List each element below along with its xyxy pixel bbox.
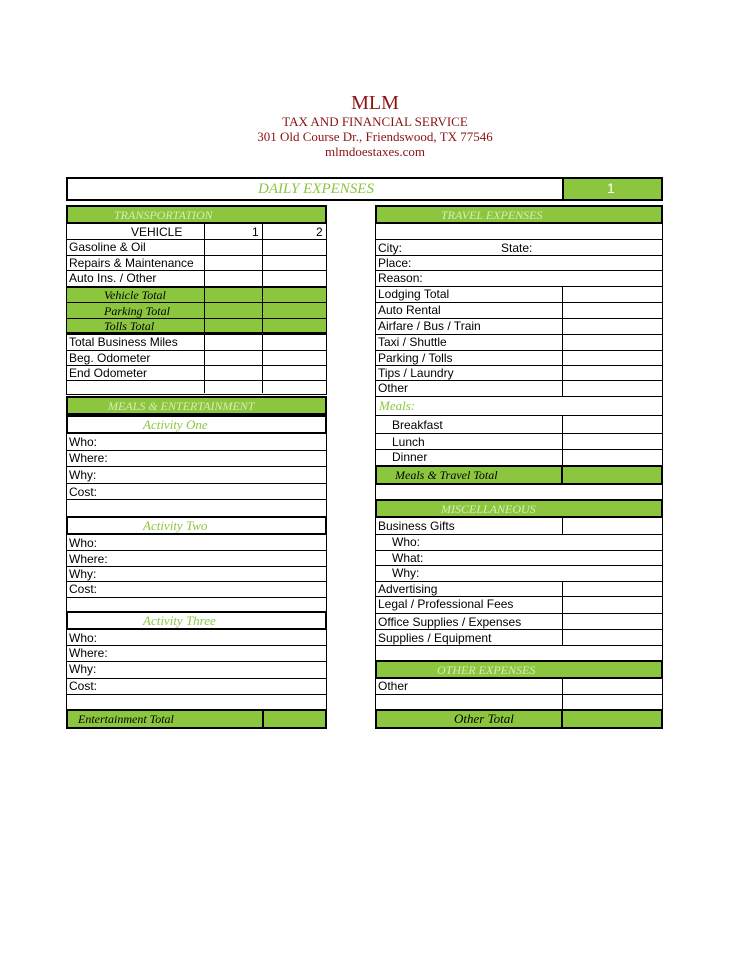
business-miles-label: Total Business Miles bbox=[69, 335, 178, 349]
meals-travel-total-bar bbox=[375, 465, 663, 485]
meals-travel-total-label: Meals & Travel Total bbox=[395, 468, 498, 482]
vehicle-label: VEHICLE bbox=[131, 225, 183, 239]
travel-header bbox=[375, 205, 663, 224]
company-website: mlmdoestaxes.com bbox=[324, 144, 425, 159]
page-number-box bbox=[562, 179, 661, 199]
activity-one-title: Activity One bbox=[143, 417, 208, 432]
act2-why: Why: bbox=[69, 567, 97, 581]
activity-two-title: Activity Two bbox=[143, 518, 208, 533]
end-odometer-label: End Odometer bbox=[69, 366, 148, 380]
travel-title: TRAVEL EXPENSES bbox=[441, 208, 543, 222]
vehicle-col-2: 2 bbox=[316, 225, 323, 239]
transportation-header bbox=[66, 205, 327, 224]
gasoline-label: Gasoline & Oil bbox=[69, 240, 146, 254]
reason-label: Reason: bbox=[378, 271, 423, 285]
business-gifts-label: Business Gifts bbox=[378, 519, 455, 533]
other-total-bar bbox=[375, 709, 663, 729]
act2-cost: Cost: bbox=[69, 582, 98, 596]
page-number: 1 bbox=[607, 180, 615, 196]
company-name: MLM bbox=[351, 92, 399, 114]
beg-odometer-label: Beg. Odometer bbox=[69, 351, 151, 365]
act3-who: Who: bbox=[69, 631, 98, 645]
travel-item-lodging: Lodging Total bbox=[378, 287, 450, 301]
act2-where: Where: bbox=[69, 552, 108, 566]
act3-why: Why: bbox=[69, 662, 97, 676]
company-subtitle: TAX AND FINANCIAL SERVICE bbox=[282, 114, 468, 129]
act1-cost: Cost: bbox=[69, 485, 98, 499]
other-expenses-header bbox=[375, 660, 663, 679]
activity-two-box bbox=[66, 516, 327, 535]
other-label: Other bbox=[378, 679, 409, 693]
place-label: Place: bbox=[378, 256, 412, 270]
activity-three-box bbox=[66, 611, 327, 630]
misc-advertising: Advertising bbox=[378, 582, 438, 596]
meals-ent-header bbox=[66, 396, 327, 415]
company-address: 301 Old Course Dr., Friendswood, TX 77546 bbox=[257, 129, 493, 144]
misc-who-label: Who: bbox=[392, 535, 421, 549]
vehicle-total-label: Vehicle Total bbox=[104, 288, 166, 302]
other-total-label: Other Total bbox=[454, 711, 514, 726]
parking-total-label: Parking Total bbox=[104, 304, 170, 318]
letterhead bbox=[0, 92, 750, 159]
meal-dinner: Dinner bbox=[392, 450, 428, 464]
act3-where: Where: bbox=[69, 646, 108, 660]
travel-grid bbox=[375, 224, 663, 729]
travel-item-tips: Tips / Laundry bbox=[378, 366, 454, 380]
meals-label: Meals: bbox=[379, 398, 416, 413]
misc-what-label: What: bbox=[392, 551, 424, 565]
meals-ent-grid bbox=[66, 415, 327, 729]
misc-why-label: Why: bbox=[392, 566, 420, 580]
misc-header bbox=[375, 499, 663, 518]
travel-item-parking: Parking / Tolls bbox=[378, 351, 453, 365]
act1-why: Why: bbox=[69, 468, 97, 482]
meal-lunch: Lunch bbox=[392, 435, 425, 449]
activity-one-box bbox=[66, 415, 327, 434]
vehicle-col-1: 1 bbox=[252, 225, 259, 239]
misc-supplies-equipment: Supplies / Equipment bbox=[378, 631, 492, 645]
act1-who: Who: bbox=[69, 435, 98, 449]
daily-expenses-title: DAILY EXPENSES bbox=[258, 181, 374, 197]
meals-ent-title: MEALS & ENTERTAINMENT bbox=[108, 399, 255, 413]
misc-title: MISCELLANEOUS bbox=[441, 502, 536, 516]
entertainment-total-label: Entertainment Total bbox=[78, 712, 174, 726]
tolls-total-label: Tolls Total bbox=[104, 319, 155, 333]
transport-totals-block bbox=[67, 286, 326, 334]
activity-three-title: Activity Three bbox=[143, 613, 216, 628]
other-expenses-title: OTHER EXPENSES bbox=[437, 663, 536, 677]
entertainment-total-bar bbox=[66, 709, 327, 729]
act3-cost: Cost: bbox=[69, 679, 98, 693]
travel-item-auto-rental: Auto Rental bbox=[378, 303, 441, 317]
meal-breakfast: Breakfast bbox=[392, 418, 443, 432]
act1-where: Where: bbox=[69, 451, 108, 465]
transportation-title: TRANSPORTATION bbox=[114, 208, 213, 222]
repairs-label: Repairs & Maintenance bbox=[69, 256, 194, 270]
travel-item-airfare: Airfare / Bus / Train bbox=[378, 319, 481, 333]
city-label: City: bbox=[378, 241, 402, 255]
travel-item-taxi: Taxi / Shuttle bbox=[378, 335, 447, 349]
travel-item-other: Other bbox=[378, 381, 409, 395]
state-label: State: bbox=[501, 241, 533, 255]
misc-office-supplies: Office Supplies / Expenses bbox=[378, 615, 522, 629]
transportation-grid bbox=[66, 224, 327, 395]
act2-who: Who: bbox=[69, 536, 98, 550]
auto-ins-label: Auto Ins. / Other bbox=[69, 271, 157, 285]
misc-legal: Legal / Professional Fees bbox=[378, 597, 514, 611]
daily-expenses-bar bbox=[66, 177, 663, 201]
